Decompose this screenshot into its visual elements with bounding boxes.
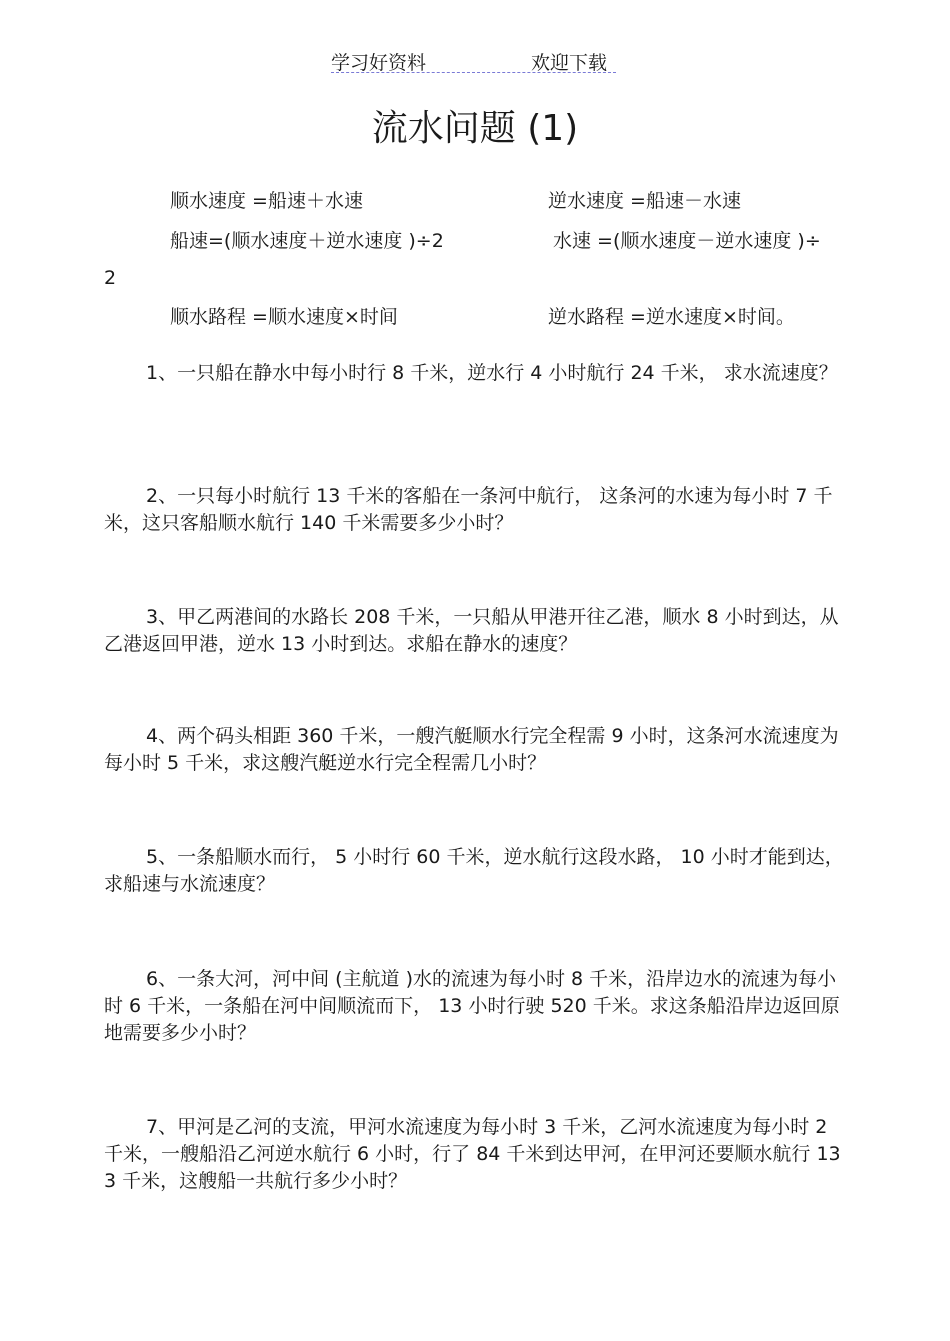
formula-upstream-speed: 逆水速度 =船速－水速 — [548, 190, 741, 212]
problem-3: 3、甲乙两港间的水路长 208 千米，一只船从甲港开往乙港，顺水 8 小时到达，从乙港返回甲港，逆水 13 小时到达。求船在静水的速度？ — [104, 606, 839, 655]
problem-6: 6、一条大河，河中间 (主航道 )水的流速为每小时 8 千米，沿岸边水的流速为每小时 6 千米，一条船在河中间顺流而下， 13 小时行驶 520 千米。求这条船沿岸边返回原地需要多少小时？ — [104, 968, 840, 1044]
formula-upstream-distance: 逆水路程 =逆水速度×时间。 — [548, 306, 795, 328]
page-title: 流水问题 (1) — [371, 108, 579, 149]
problem-7: 7、甲河是乙河的支流，甲河水流速度为每小时 3 千米，乙河水流速度为每小时 2 千米，一艘船沿乙河逆水航行 6 小时，行了 84 千米到达甲河，在甲河还要顺水航行 133 千米，这艘船一共航行多少小时？ — [104, 1116, 841, 1192]
formula-boat-speed: 船速=(顺水速度＋逆水速度 )÷2 — [170, 230, 444, 252]
problem-5: 5、一条船顺水而行， 5 小时行 60 千米，逆水航行这段水路， 10 小时才能到达，求船速与水流速度？ — [104, 846, 844, 895]
problem-2: 2、一只每小时航行 13 千米的客船在一条河中航行， 这条河的水速为每小时 7 千米，这只客船顺水航行 140 千米需要多少小时？ — [104, 485, 833, 534]
header-divider — [331, 72, 616, 73]
problem-1: 1、一只船在静水中每小时行 8 千米，逆水行 4 小时航行 24 千米， 求水流速度？ — [146, 362, 838, 384]
problem-4: 4、两个码头相距 360 千米，一艘汽艇顺水行完全程需 9 小时，这条河水流速度为每小时 5 千米，求这艘汽艇逆水行完全程需几小时？ — [104, 725, 839, 774]
formula-downstream-distance: 顺水路程 =顺水速度×时间 — [170, 306, 398, 328]
formula-downstream-speed: 顺水速度 =船速＋水速 — [170, 190, 363, 212]
header-left-text: 学习好资料 — [331, 52, 427, 74]
header-right-text: 欢迎下载 — [531, 52, 608, 74]
formula-water-speed: 水速 =(顺水速度－逆水速度 )÷ — [553, 230, 821, 252]
formula-water-speed-wrap: 2 — [104, 267, 117, 289]
